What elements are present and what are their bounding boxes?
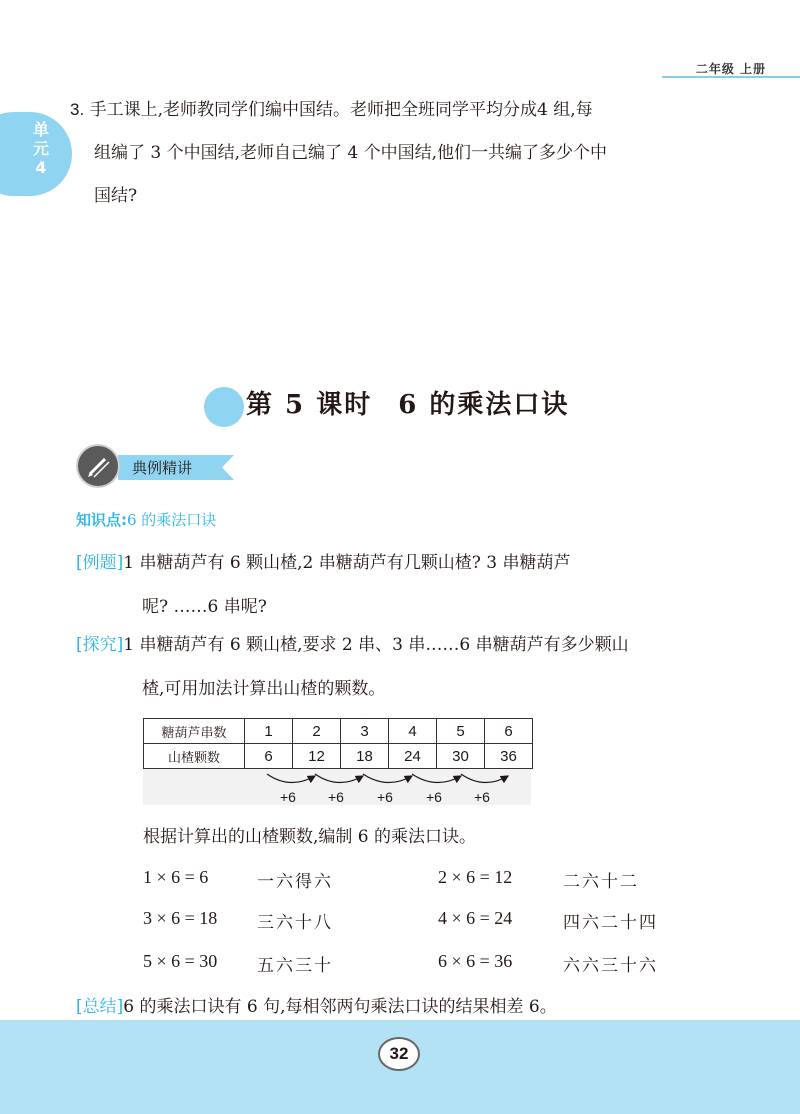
unit-badge-char: 单	[32, 120, 49, 139]
table-cell: 5	[437, 719, 485, 744]
rhyme-text: 一六得六	[257, 872, 333, 892]
rhyme-equation: 1 × 6 = 6	[143, 867, 209, 887]
increment-arrow	[363, 774, 412, 783]
example-tag: [例题]	[76, 553, 124, 573]
rhymes-intro: 根据计算出的山楂颗数,编制 6 的乘法口诀。	[143, 827, 477, 847]
section-banner-label: 典例精讲	[132, 459, 193, 477]
lesson-number: 第 5 课时	[246, 390, 373, 420]
question-line: 手工课上,老师教同学们编中国结。老师把全班同学平均分成4 组,每	[89, 100, 593, 120]
table-cell: 12	[293, 744, 341, 769]
increment-arrow	[461, 774, 508, 783]
question-line: 国结?	[94, 186, 138, 206]
explore-text: 1 串糖葫芦有 6 颗山楂,要求 2 串、3 串……6 串糖葫芦有多少颗山	[123, 635, 629, 655]
table-cell: 2	[293, 719, 341, 744]
table-cell: 30	[437, 744, 485, 769]
increment-label: +6	[474, 789, 490, 805]
rhyme-equation: 5 × 6 = 30	[143, 951, 218, 971]
knowledge-point	[76, 509, 216, 530]
increment-arrow	[267, 774, 315, 783]
summary-tag: [总结]	[76, 997, 124, 1017]
unit-badge-char: 元	[32, 139, 49, 158]
increment-arrow	[315, 774, 363, 783]
table-row-header: 山楂颗数	[144, 744, 245, 769]
example-text: 1 串糖葫芦有 6 颗山楂,2 串糖葫芦有几颗山楂? 3 串糖葫芦	[123, 553, 571, 573]
grade-label: 二年级 上册	[695, 62, 766, 76]
example-block	[76, 541, 736, 629]
increment-arrow	[412, 774, 461, 783]
table-cell: 4	[389, 719, 437, 744]
summary-block	[76, 992, 557, 1017]
table-row-header: 糖葫芦串数	[144, 719, 245, 744]
increment-label: +6	[426, 789, 442, 805]
unit-badge-label	[32, 120, 50, 177]
table-cell: 3	[341, 719, 389, 744]
unit-badge-number: 4	[35, 158, 47, 177]
table-row	[144, 744, 533, 769]
table-cell: 6	[245, 744, 293, 769]
table-cell: 36	[485, 744, 533, 769]
pencil-icon	[76, 444, 120, 488]
table-cell: 24	[389, 744, 437, 769]
explore-tag: [探究]	[76, 635, 124, 655]
lesson-topic: 6 的乘法口诀	[398, 390, 570, 420]
question-3	[70, 88, 740, 218]
rhyme-text: 六六三十六	[563, 956, 658, 976]
question-line: 组编了 3 个中国结,老师自己编了 4 个中国结,他们一共编了多少个中	[94, 143, 608, 163]
rhyme-equation: 4 × 6 = 24	[438, 908, 513, 928]
rhyme-equation: 3 × 6 = 18	[143, 908, 218, 928]
hawthorn-table	[143, 718, 533, 769]
explore-block	[76, 623, 736, 711]
rhyme-equation: 6 × 6 = 36	[438, 951, 513, 971]
knowledge-point-label: 知识点:	[76, 511, 127, 529]
summary-text: 6 的乘法口诀有 6 句,每相邻两句乘法口诀的结果相差 6。	[123, 997, 557, 1017]
table-cell: 6	[485, 719, 533, 744]
increment-label: +6	[377, 789, 393, 805]
lesson-title	[246, 384, 569, 421]
knowledge-point-value: 6 的乘法口诀	[127, 511, 217, 529]
table-row	[144, 719, 533, 744]
example-text: 呢? ……6 串呢?	[142, 597, 267, 617]
rhyme-text: 三六十八	[257, 913, 333, 933]
question-number: 3.	[70, 100, 85, 119]
increment-label: +6	[328, 789, 344, 805]
page-number: 32	[378, 1037, 420, 1071]
table-cell: 18	[341, 744, 389, 769]
rhyme-equation: 2 × 6 = 12	[438, 867, 513, 887]
lesson-title-dot	[204, 387, 244, 427]
rhyme-text: 二六十二	[563, 872, 639, 892]
rhyme-text: 五六三十	[257, 956, 333, 976]
table-cell: 1	[245, 719, 293, 744]
header-divider	[662, 76, 800, 78]
explore-text: 楂,可用加法计算出山楂的颗数。	[142, 679, 386, 699]
rhyme-text: 四六二十四	[563, 913, 658, 933]
increment-label: +6	[280, 789, 296, 805]
